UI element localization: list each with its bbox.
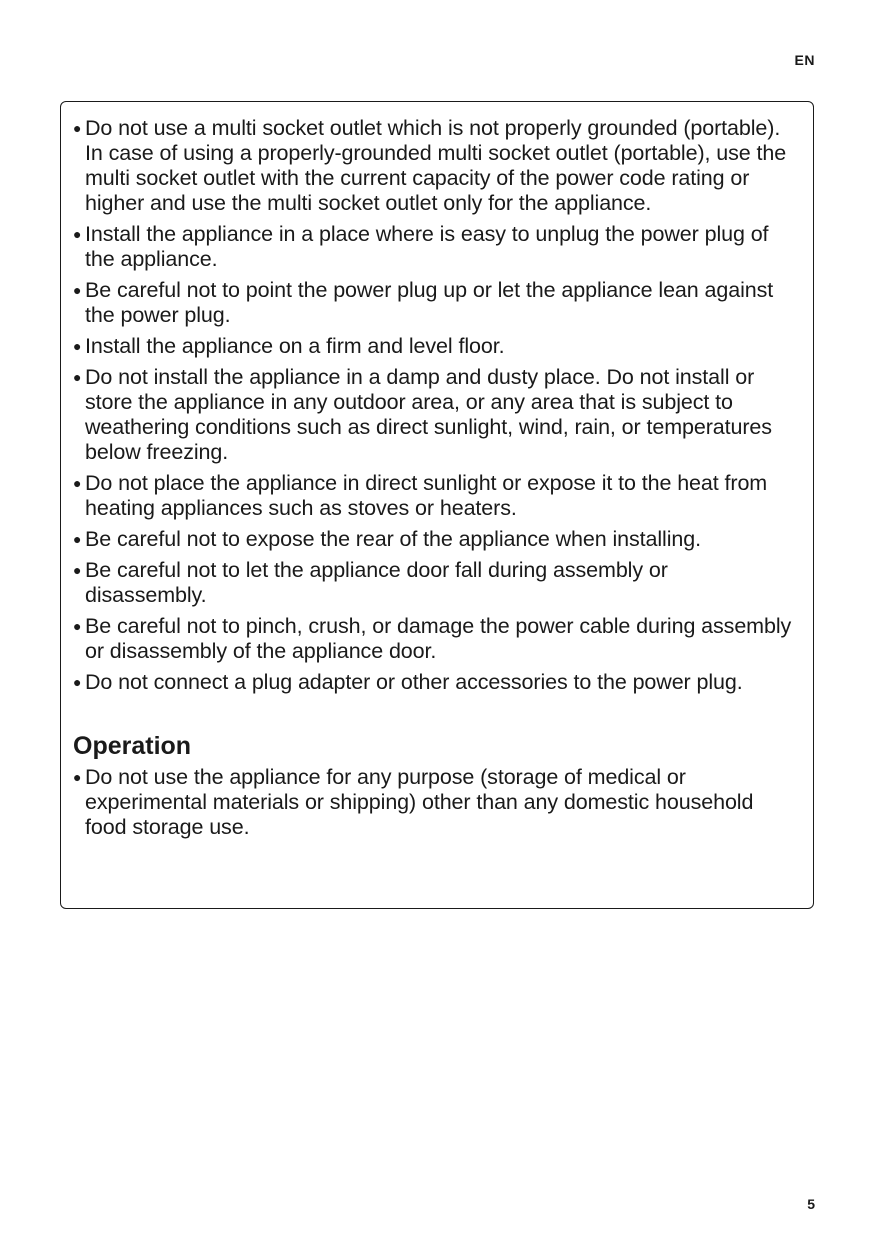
list-item [73, 334, 795, 359]
list-item [73, 614, 795, 664]
list-item-text: Do not use a multi socket outlet which is not properly grounded (portable). In case of using a properly-grounded multi socket outlet (portable), use the multi socket outlet with the current capacity of the power code rating or higher and use the multi socket outlet only for the appliance. [85, 116, 787, 215]
bullet-icon: ● [73, 531, 82, 547]
bullet-icon: ● [73, 120, 82, 136]
page-number: 5 [807, 1196, 815, 1212]
bullet-icon: ● [73, 338, 82, 354]
list-item-text: Be careful not to let the appliance door fall during assembly or disassembly. [85, 558, 668, 607]
list-item [73, 527, 795, 552]
list-item-text: Be careful not to pinch, crush, or damage the power cable during assembly or disassembly of the appliance door. [85, 614, 792, 663]
list-item-text: Be careful not to point the power plug up or let the appliance lean against the power plug. [85, 278, 774, 327]
language-label: EN [794, 52, 815, 68]
bullet-icon: ● [73, 282, 82, 298]
safety-content-box [60, 101, 814, 909]
bullet-icon: ● [73, 475, 82, 491]
list-item-text: Do not connect a plug adapter or other accessories to the power plug. [85, 670, 743, 694]
bullet-icon: ● [73, 369, 82, 385]
installation-list [73, 116, 795, 695]
bullet-icon: ● [73, 618, 82, 634]
list-item-text: Do not use the appliance for any purpose (storage of medical or experimental materials or shipping) other than any domestic household food storage use. [85, 765, 754, 839]
list-item-text: Be careful not to expose the rear of the appliance when installing. [85, 527, 702, 551]
list-item [73, 365, 795, 465]
list-item [73, 116, 795, 216]
bullet-icon: ● [73, 226, 82, 242]
bullet-icon: ● [73, 769, 82, 785]
operation-heading: Operation [73, 732, 192, 760]
list-item [73, 278, 795, 328]
operation-list [73, 765, 795, 840]
list-item-text: Install the appliance in a place where is easy to unplug the power plug of the appliance. [85, 222, 769, 271]
list-item [73, 765, 795, 840]
list-item [73, 558, 795, 608]
bullet-icon: ● [73, 674, 82, 690]
bullet-icon: ● [73, 562, 82, 578]
list-item-text: Do not install the appliance in a damp and dusty place. Do not install or store the appliance in any outdoor area, or any area that is subject to weathering conditions such as direct sunlight, wind, rain, or temperatures below freezing. [85, 365, 772, 464]
list-item-text: Install the appliance on a firm and level floor. [85, 334, 505, 358]
list-item [73, 670, 795, 695]
list-item-text: Do not place the appliance in direct sunlight or expose it to the heat from heating appliances such as stoves or heaters. [85, 471, 768, 520]
list-item [73, 471, 795, 521]
list-item [73, 222, 795, 272]
